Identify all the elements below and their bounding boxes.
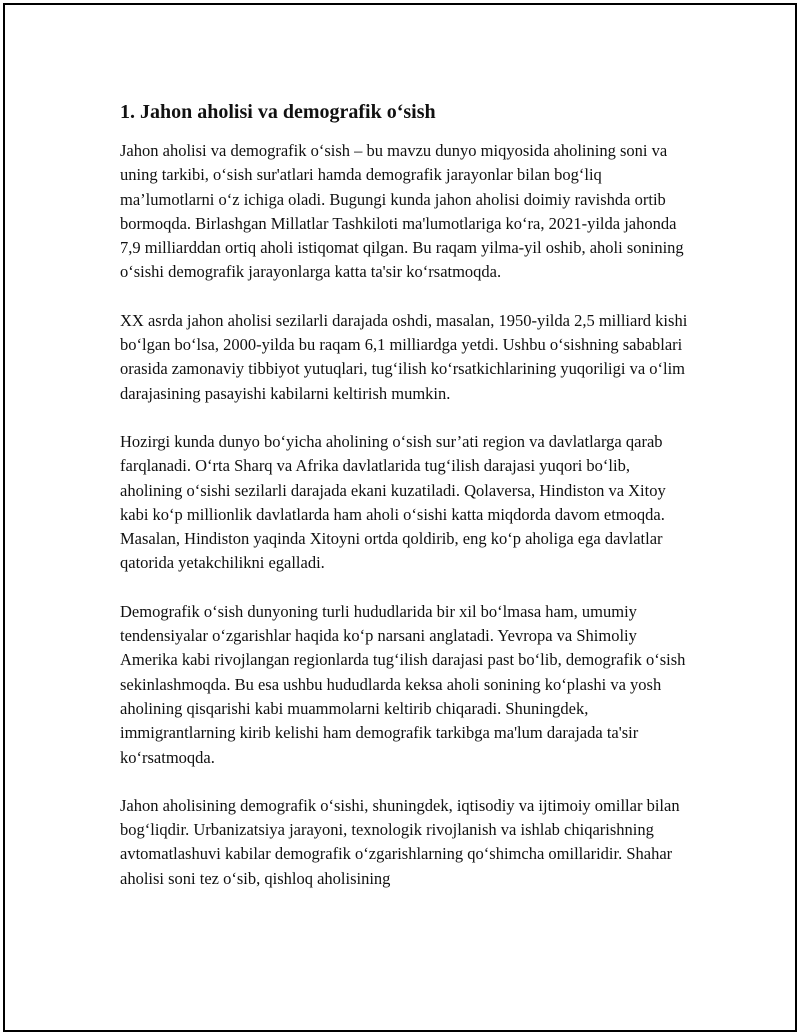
document-body: [120, 99, 690, 915]
paragraph: Jahon aholisining demografik o‘sishi, shuningdek, iqtisodiy va ijtimoiy omillar bilan bog‘liqdir. Urbanizatsiya jarayoni, texnologik rivojlanish va ishlab chiqarishning avtomatlashuvi kabilar demografik o‘zgarishlarning qo‘shimcha omillaridir. Shahar aholisi soni tez o‘sib, qishloq aholisining: [120, 795, 680, 888]
paragraph: Jahon aholisi va demografik o‘sish – bu mavzu dunyo miqyosida aholining soni va uning tarkibi, o‘sish sur'atlari hamda demografik jarayonlar bilan bog‘liq ma’lumotlarni o‘z ichiga oladi. Bugungi kunda jahon aholisi doimiy ravishda ortib bormoqda. Birlashgan Millatlar Tashkiloti ma'lumotlariga ko‘ra, 2021-yilda jahonda 7,9 milliarddan ortiq aholi istiqomat qilgan. Bu raqam yilma-yil oshib, aholi sonining o‘sishi demografik jarayonlarga katta ta'sir ko‘rsatmoqda.: [120, 141, 684, 282]
paragraph: Demografik o‘sish dunyoning turli hududlarida bir xil bo‘lmasa ham, umumiy tendensiyalar o‘zgarishlar haqida ko‘p narsani anglatadi. Yevropa va Shimoliy Amerika kabi rivojlangan regionlarda tug‘ilish darajasi past bo‘lib, demografik o‘sish sekinlashmoqda. Bu esa ushbu hududlarda keksa aholi sonining ko‘plashi va yosh aholining qisqarishi kabi muammolarni keltirib chiqaradi. Shuningdek, immigrantlarning kirib kelishi ham demografik tarkibga ma'lum darajada ta'sir ko‘rsatmoqda.: [120, 601, 686, 767]
paragraph: XX asrda jahon aholisi sezilarli darajada oshdi, masalan, 1950-yilda 2,5 milliard kishi bo‘lgan bo‘lsa, 2000-yilda bu raqam 6,1 milliardga yetdi. Ushbu o‘sishning sabablari orasida zamonaviy tibbiyot yutuqlari, tug‘ilish ko‘rsatkichlarining yuqoriligi va o‘lim darajasining pasayishi kabilarni keltirish mumkin.: [120, 310, 688, 403]
page-frame: [3, 3, 797, 1032]
section-title: 1. Jahon aholisi va demografik o‘sish: [120, 101, 436, 123]
paragraph: Hozirgi kunda dunyo bo‘yicha aholining o‘sish sur’ati region va davlatlarga qarab farqlanadi. O‘rta Sharq va Afrika davlatlarida tug‘ilish darajasi yuqori bo‘lib, aholining o‘sishi sezilarli darajada ekani kuzatiladi. Qolaversa, Hindiston va Xitoy kabi ko‘p millionlik davlatlarda ham aholi o‘sishi katta miqdorda davom etmoqda. Masalan, Hindiston yaqinda Xitoyni ortda qoldirib, eng ko‘p aholiga ega davlatlar qatorida yetakchilikni egalladi.: [120, 431, 666, 573]
